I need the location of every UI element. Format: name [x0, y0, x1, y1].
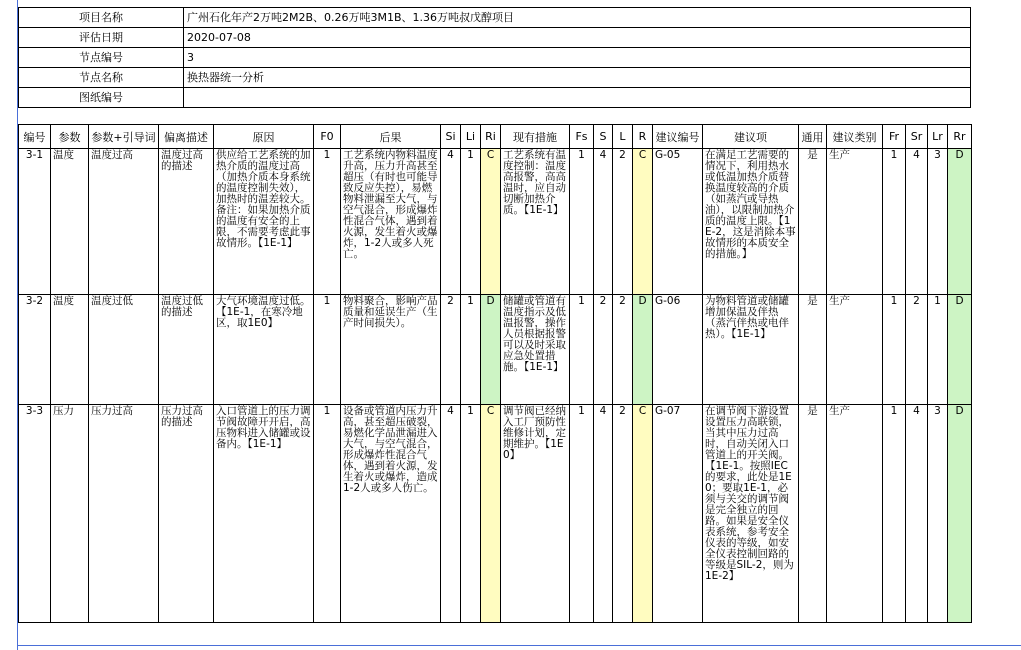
cell-l[interactable]: 2	[613, 405, 633, 623]
info-row-node-name	[19, 68, 971, 88]
col-header-li[interactable]: Li	[461, 125, 481, 149]
cell-general[interactable]: 是	[799, 149, 827, 295]
cell-ri[interactable]: C	[481, 405, 501, 623]
cell-param[interactable]: 压力	[51, 405, 89, 623]
cell-deviation[interactable]: 温度过高的描述	[159, 149, 214, 295]
cell-param[interactable]: 温度	[51, 295, 89, 405]
col-header-category[interactable]: 建议类别	[827, 125, 883, 149]
cell-id[interactable]: 3-3	[19, 405, 51, 623]
info-label: 评估日期	[19, 28, 184, 48]
table-header-row	[19, 125, 972, 149]
cell-li[interactable]: 1	[461, 149, 481, 295]
col-header-consequence[interactable]: 后果	[341, 125, 441, 149]
info-label: 项目名称	[19, 8, 184, 28]
info-row-drawing-number	[19, 88, 971, 108]
info-row-project-name	[19, 8, 971, 28]
cell-ri[interactable]: D	[481, 295, 501, 405]
info-value[interactable]: 广州石化年产2万吨2M2B、0.26万吨3M1B、1.36万吨叔戊醇项目	[184, 8, 971, 28]
cell-s[interactable]: 2	[594, 295, 613, 405]
info-label: 节点编号	[19, 48, 184, 68]
col-header-suggestion[interactable]: 建议项	[703, 125, 799, 149]
col-header-r[interactable]: R	[633, 125, 653, 149]
cell-si[interactable]: 2	[441, 295, 461, 405]
cell-param[interactable]: 温度	[51, 149, 89, 295]
info-label: 节点名称	[19, 68, 184, 88]
col-header-measures[interactable]: 现有措施	[501, 125, 570, 149]
cell-lr[interactable]: 3	[928, 149, 948, 295]
col-header-general[interactable]: 通用	[799, 125, 827, 149]
cell-suggestion[interactable]: 在满足工艺需要的情况下，利用热水或低温加热介质替换温度较高的介质（如蒸汽或导热油），以限制加热介质的温度上限。【1E-2，这是消除本事故情形的本质安全的措施。】	[703, 149, 799, 295]
cell-fr[interactable]: 1	[883, 295, 906, 405]
project-info-table	[18, 7, 971, 108]
col-header-param[interactable]: 参数	[51, 125, 89, 149]
cell-f0[interactable]: 1	[314, 405, 341, 623]
cell-category[interactable]: 生产	[827, 295, 883, 405]
cell-rr[interactable]: D	[948, 405, 972, 623]
info-row-eval-date	[19, 28, 971, 48]
cell-si[interactable]: 4	[441, 149, 461, 295]
cell-deviation[interactable]: 压力过高的描述	[159, 405, 214, 623]
cell-suggestion[interactable]: 为物料管道或储罐增加保温及伴热（蒸汽伴热或电伴热）。【1E-1】	[703, 295, 799, 405]
cell-r[interactable]: D	[633, 295, 653, 405]
cell-s[interactable]: 4	[594, 149, 613, 295]
col-header-fs[interactable]: Fs	[570, 125, 594, 149]
cell-l[interactable]: 2	[613, 149, 633, 295]
col-header-f0[interactable]: F0	[314, 125, 341, 149]
cell-param-guide[interactable]: 温度过高	[89, 149, 159, 295]
cell-f0[interactable]: 1	[314, 295, 341, 405]
col-header-l[interactable]: L	[613, 125, 633, 149]
page-bottom-border	[17, 645, 1021, 646]
cell-f0[interactable]: 1	[314, 149, 341, 295]
cell-measures[interactable]: 工艺系统有温度控制：温度高报警，高高温时，应自动切断加热介质。【1E-1】	[501, 149, 570, 295]
cell-li[interactable]: 1	[461, 405, 481, 623]
cell-ri[interactable]: C	[481, 149, 501, 295]
cell-cause[interactable]: 大气环境温度过低。【1E-1，在寒冷地区，取1E0】	[214, 295, 314, 405]
col-header-rr[interactable]: Rr	[948, 125, 972, 149]
col-header-fr[interactable]: Fr	[883, 125, 906, 149]
cell-id[interactable]: 3-2	[19, 295, 51, 405]
cell-fs[interactable]: 1	[570, 295, 594, 405]
cell-deviation[interactable]: 温度过低的描述	[159, 295, 214, 405]
info-value[interactable]	[184, 88, 971, 108]
cell-s[interactable]: 4	[594, 405, 613, 623]
col-header-sr[interactable]: Sr	[906, 125, 928, 149]
cell-category[interactable]: 生产	[827, 149, 883, 295]
cell-fs[interactable]: 1	[570, 405, 594, 623]
cell-sr[interactable]: 4	[906, 405, 928, 623]
cell-fr[interactable]: 1	[883, 405, 906, 623]
info-value[interactable]: 3	[184, 48, 971, 68]
col-header-si[interactable]: Si	[441, 125, 461, 149]
cell-sr[interactable]: 2	[906, 295, 928, 405]
cell-cause[interactable]: 入口管道上的压力调节阀故障开开启，高压物料进入储罐或设备内。【1E-1】	[214, 405, 314, 623]
cell-si[interactable]: 4	[441, 405, 461, 623]
cell-param-guide[interactable]: 温度过低	[89, 295, 159, 405]
cell-cause[interactable]: 供应给工艺系统的加热介质的温度过高（加热介质本身系统的温度控制失效），加热时的温差较大。备注：如果加热介质的温度有安全的上限，不需要考虑此事故情形。【1E-1】	[214, 149, 314, 295]
cell-general[interactable]: 是	[799, 295, 827, 405]
cell-fs[interactable]: 1	[570, 149, 594, 295]
col-header-cause[interactable]: 原因	[214, 125, 314, 149]
col-header-id[interactable]: 编号	[19, 125, 51, 149]
table-row	[19, 405, 972, 623]
cell-id[interactable]: 3-1	[19, 149, 51, 295]
cell-consequence[interactable]: 工艺系统内物料温度升高，压力升高甚至超压（有时也可能导致反应失控），易燃物料泄漏至大气，与空气混合，形成爆炸性混合气体，遇到着火源，发生着火或爆炸，1-2人或多人死亡。	[341, 149, 441, 295]
col-header-param-guide[interactable]: 参数+引导词	[89, 125, 159, 149]
cell-category[interactable]: 生产	[827, 405, 883, 623]
cell-suggestion-id[interactable]: G-07	[653, 405, 703, 623]
info-row-node-number	[19, 48, 971, 68]
cell-fr[interactable]: 1	[883, 149, 906, 295]
info-value[interactable]: 2020-07-08	[184, 28, 971, 48]
cell-suggestion-id[interactable]: G-06	[653, 295, 703, 405]
cell-measures[interactable]: 调节阀已经纳入工厂预防性维修计划，定期维护。【1E0】	[501, 405, 570, 623]
info-value[interactable]: 换热器统一分析	[184, 68, 971, 88]
hazop-analysis-table	[18, 124, 972, 623]
col-header-suggestion-id[interactable]: 建议编号	[653, 125, 703, 149]
col-header-lr[interactable]: Lr	[928, 125, 948, 149]
cell-r[interactable]: C	[633, 149, 653, 295]
cell-l[interactable]: 2	[613, 295, 633, 405]
cell-consequence[interactable]: 设备或管道内压力升高，甚至超压破裂，易燃化学品泄漏进入大气，与空气混合，形成爆炸性混合气体，遇到着火源，发生着火或爆炸，造成1-2人或多人伤亡。	[341, 405, 441, 623]
cell-consequence[interactable]: 物料聚合，影响产品质量和延误生产（生产时间损失）。	[341, 295, 441, 405]
cell-general[interactable]: 是	[799, 405, 827, 623]
cell-rr[interactable]: D	[948, 149, 972, 295]
cell-r[interactable]: C	[633, 405, 653, 623]
cell-rr[interactable]: D	[948, 295, 972, 405]
col-header-deviation[interactable]: 偏离描述	[159, 125, 214, 149]
cell-lr[interactable]: 1	[928, 295, 948, 405]
cell-suggestion[interactable]: 在调节阀下游设置设置压力高联锁，当其中压力过高时，自动关闭入口管道上的开关阀。【1E-1。按照IEC的要求，此处是1E0；要取1E-1，必须与关交的调节阀是完全独立的回路。如果是安全仪表系统，参考安全仪表的等级，如安全仪表控制回路的等级是SIL-2，则为1E-2】	[703, 405, 799, 623]
cell-measures[interactable]: 储罐或管道有温度指示及低温报警，操作人员根据报警可以及时采取应急处置措施。【1E-1】	[501, 295, 570, 405]
col-header-s[interactable]: S	[594, 125, 613, 149]
cell-li[interactable]: 1	[461, 295, 481, 405]
table-row	[19, 295, 972, 405]
cell-param-guide[interactable]: 压力过高	[89, 405, 159, 623]
info-label: 图纸编号	[19, 88, 184, 108]
cell-suggestion-id[interactable]: G-05	[653, 149, 703, 295]
cell-lr[interactable]: 3	[928, 405, 948, 623]
cell-sr[interactable]: 4	[906, 149, 928, 295]
table-row	[19, 149, 972, 295]
col-header-ri[interactable]: Ri	[481, 125, 501, 149]
